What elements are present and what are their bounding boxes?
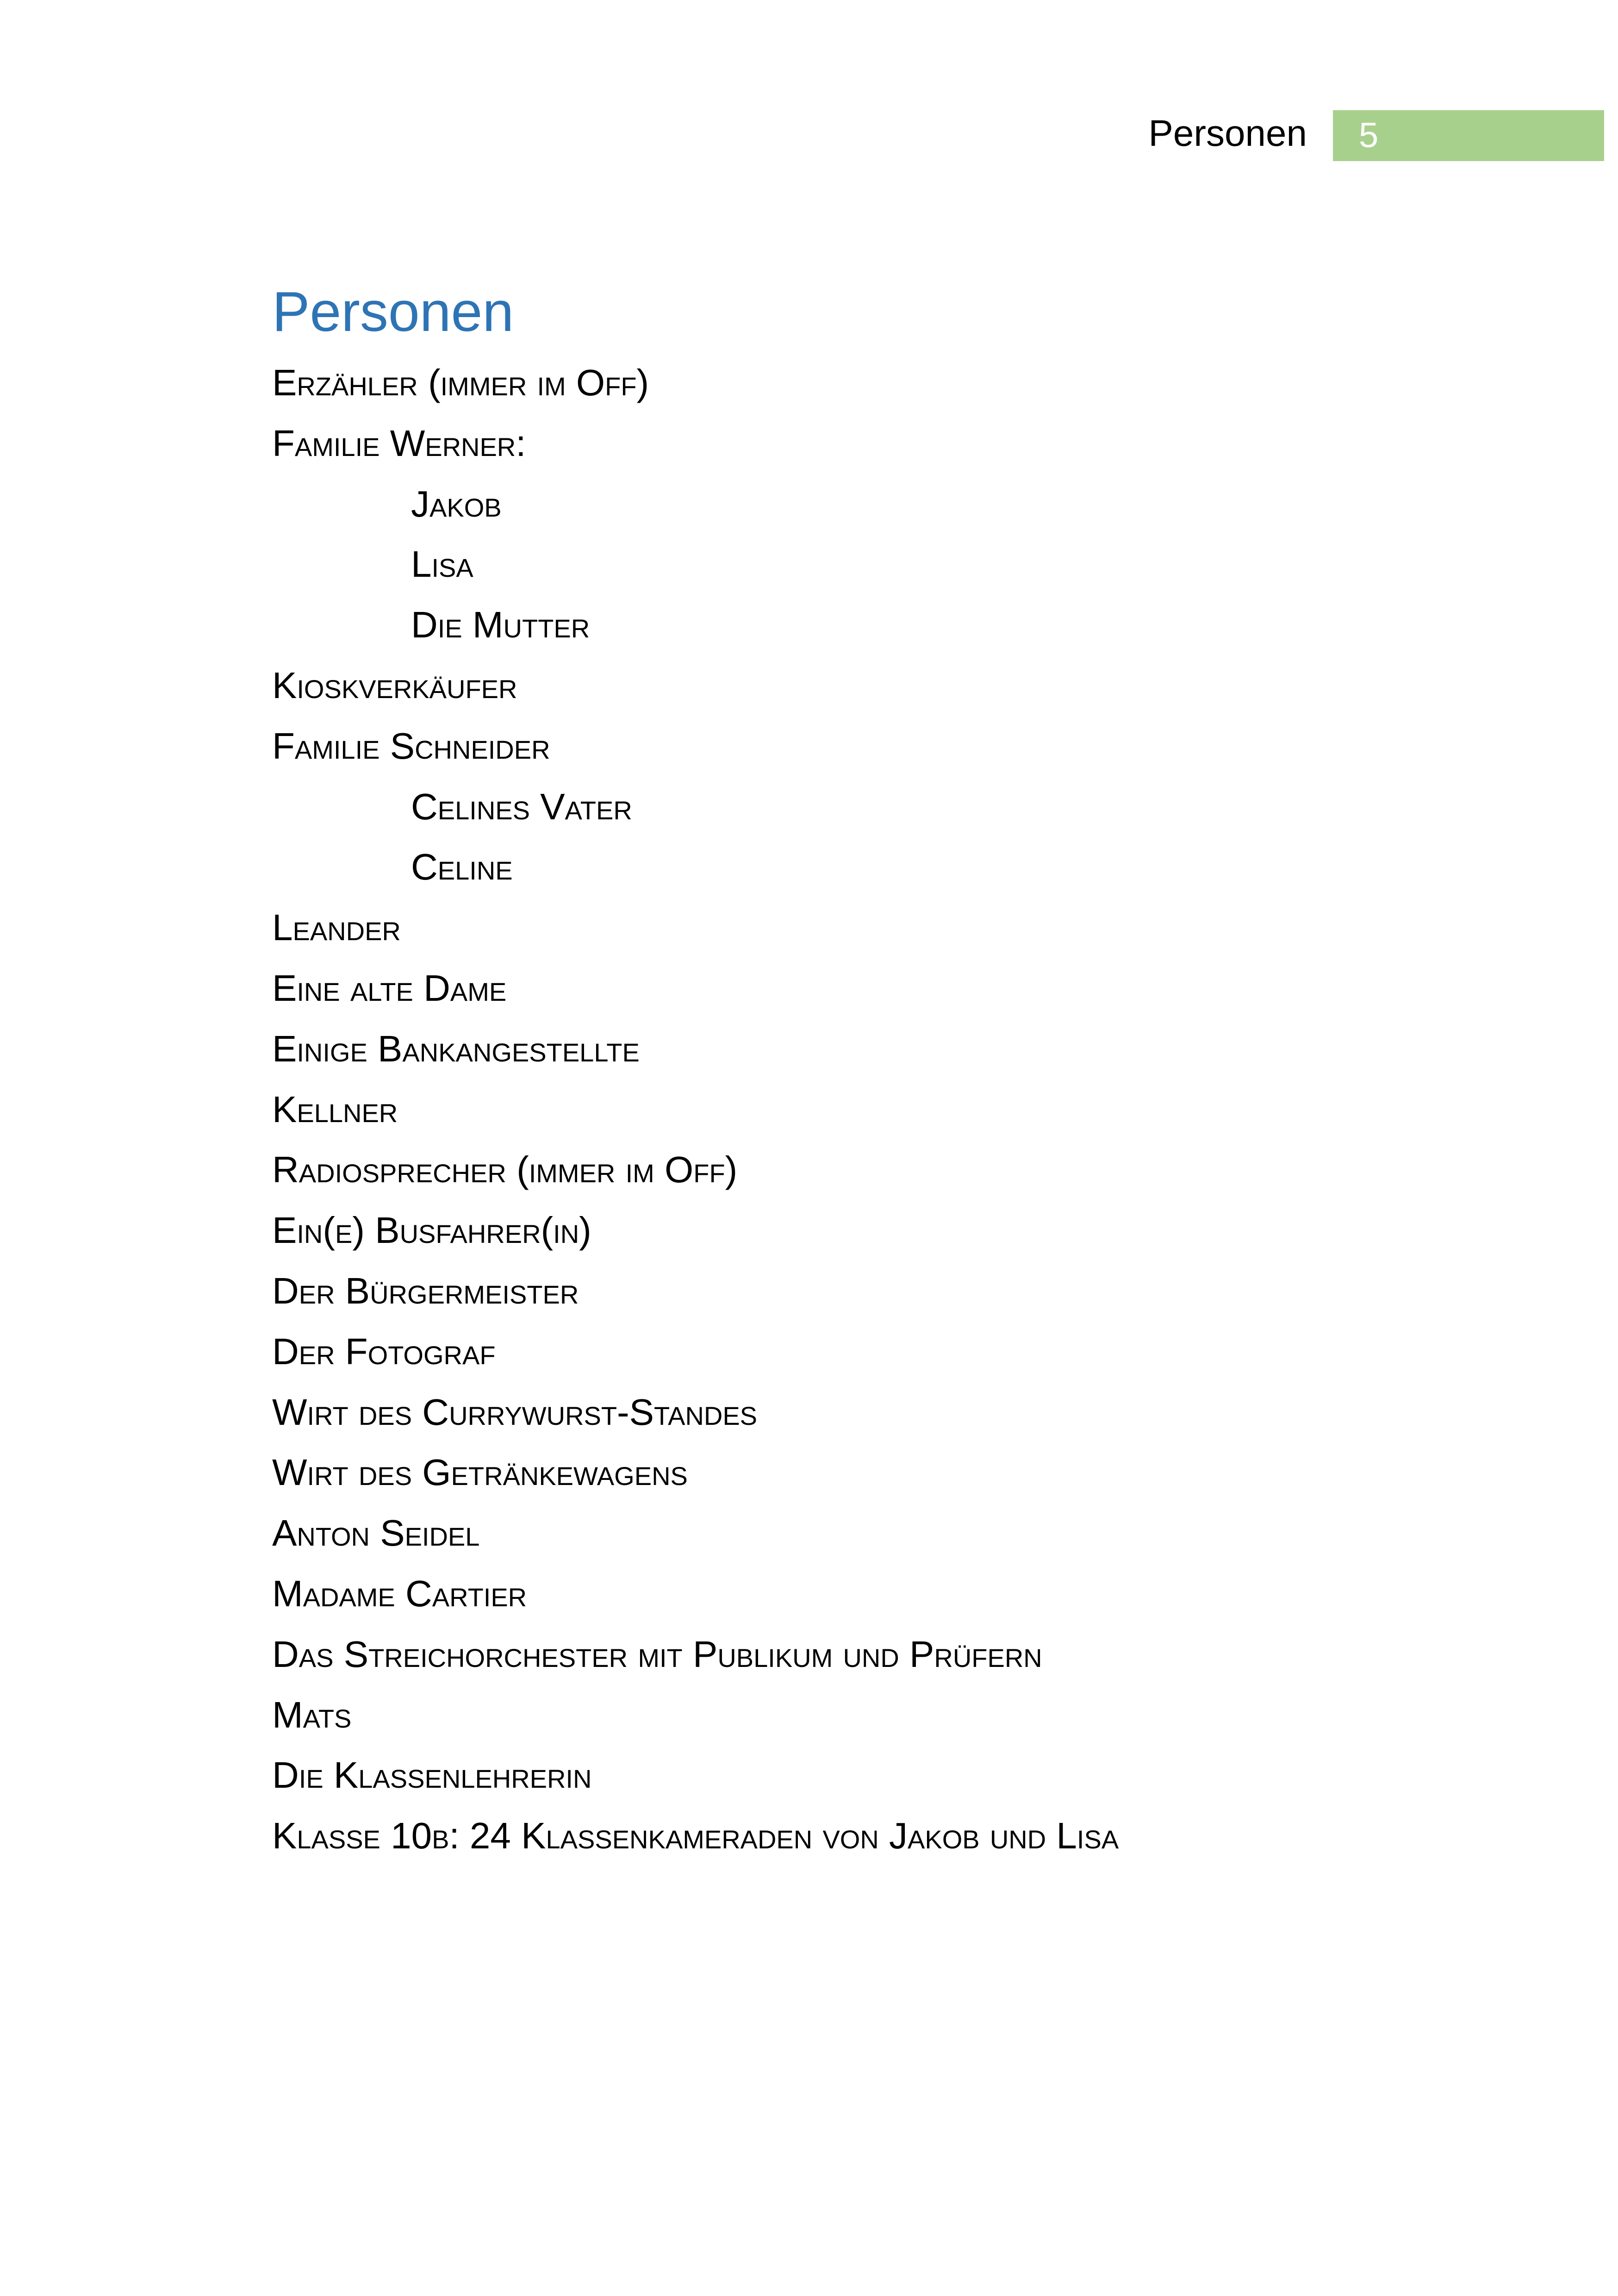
person-list-item: Eine alte Dame [272, 967, 507, 1009]
person-list-item: Ein(e) Busfahrer(in) [272, 1210, 591, 1251]
person-list-item: Klasse 10b: 24 Klassenkameraden von Jakob und Lisa [272, 1815, 1119, 1857]
person-list-item: Celine [411, 846, 513, 888]
person-list-item: Madame Cartier [272, 1572, 527, 1614]
person-list-item: Der Fotograf [272, 1330, 496, 1372]
person-list-item: Der Bürgermeister [272, 1270, 579, 1311]
person-list-item: Lisa [411, 543, 473, 585]
person-list-item: Celines Vater [411, 786, 632, 827]
person-list-item: Wirt des Currywurst-Standes [272, 1391, 758, 1433]
section-heading: Personen [272, 280, 514, 343]
person-list-item: Anton Seidel [272, 1512, 480, 1554]
person-list-item: Radiosprecher (immer im Off) [272, 1149, 738, 1191]
person-list-item: Kioskverkäufer [272, 664, 517, 706]
page-number-badge: 5 [1333, 110, 1604, 161]
person-list-item: Familie Werner: [272, 422, 526, 464]
person-list-item: Mats [272, 1694, 352, 1735]
person-list-item: Kellner [272, 1088, 398, 1130]
person-list-item: Leander [272, 907, 401, 948]
person-list-item: Familie Schneider [272, 725, 550, 767]
person-list-item: Die Klassenlehrerin [272, 1754, 592, 1796]
person-list [272, 353, 1119, 1866]
person-list-item: Das Streichorchester mit Publikum und Prüfern [272, 1633, 1042, 1675]
person-list-item: Einige Bankangestellte [272, 1028, 640, 1069]
running-header-title: Personen [1148, 112, 1307, 154]
person-list-item: Jakob [411, 483, 502, 524]
person-list-item: Erzähler (immer im Off) [272, 362, 649, 403]
person-list-item: Wirt des Getränkewagens [272, 1452, 688, 1493]
person-list-item: Die Mutter [411, 604, 590, 646]
